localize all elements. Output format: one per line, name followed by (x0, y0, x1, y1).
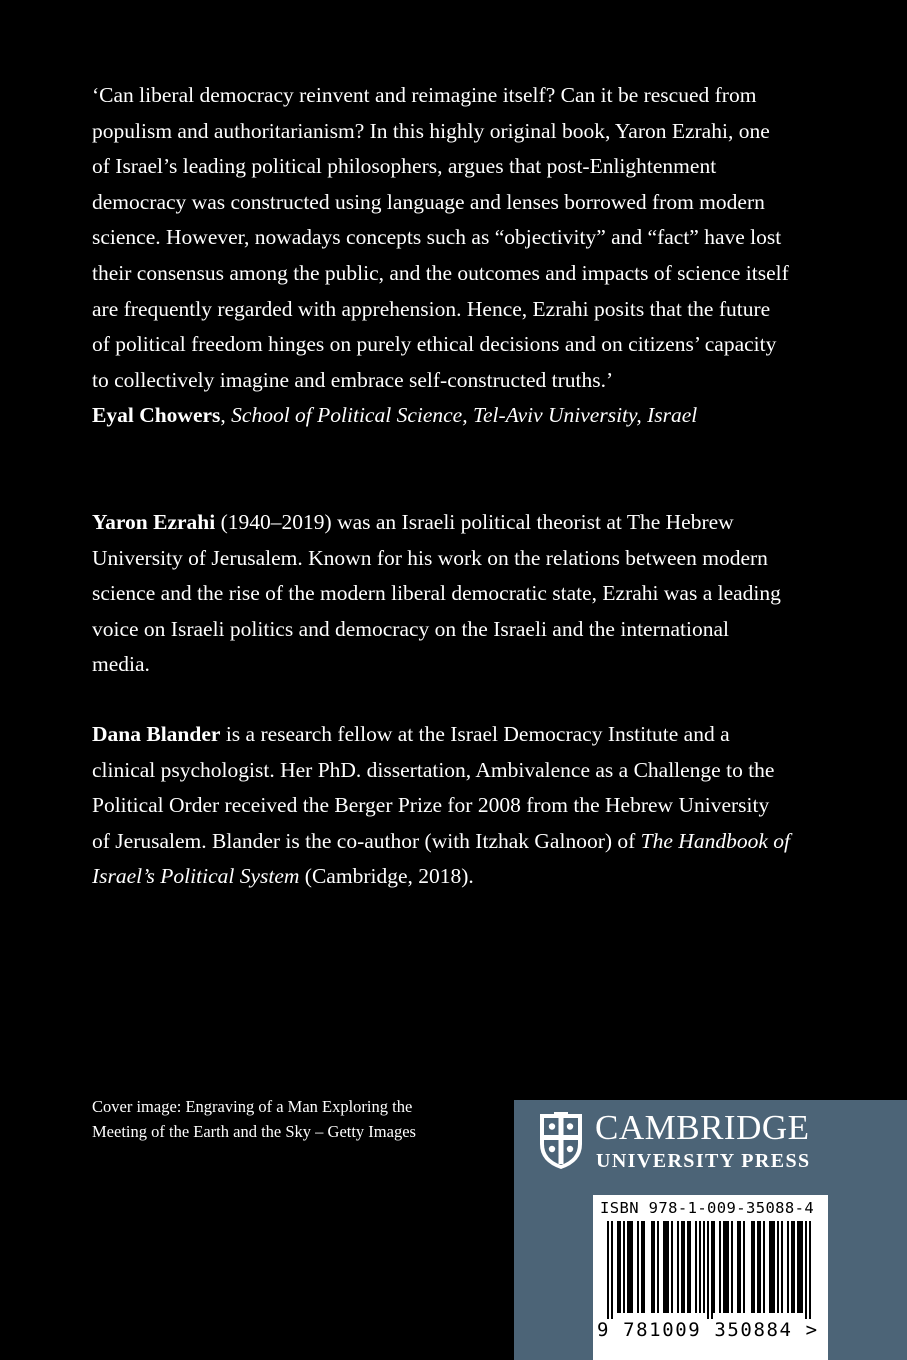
credit-line-2: Meeting of the Earth and the Sky – Getty Images (92, 1121, 416, 1141)
barcode-bar (723, 1221, 725, 1313)
barcode-bar (699, 1221, 701, 1313)
barcode-bar (727, 1221, 729, 1313)
barcode-bar (665, 1221, 667, 1313)
barcode-bar (809, 1221, 811, 1319)
barcode-bar (777, 1221, 779, 1313)
author-bio-text: (1940–2019) was an Israeli political theorist at The Hebrew University of Jerusalem. Known for his work on the relations between modern science and the rise of the modern liberal democratic state, Ezrahi was a leading voice on Israeli politics and democracy on the Israeli and the international media. (92, 510, 781, 677)
isbn-label: ISBN 978-1-009-35088-4 (600, 1199, 815, 1217)
barcode-bar (643, 1221, 645, 1313)
barcode-bar (713, 1221, 715, 1313)
credit-line-1: Cover image: Engraving of a Man Exploring the (92, 1097, 413, 1116)
barcode-bar (725, 1221, 727, 1313)
barcode-bar (719, 1221, 721, 1313)
editor-name: Dana Blander (92, 722, 221, 746)
barcode-bar (773, 1221, 775, 1313)
barcode-digits: 9 781009 350884 > (597, 1319, 819, 1341)
publisher-subtitle: UNIVERSITY PRESS (596, 1150, 811, 1172)
editor-bio-text: is a research fellow at the Israel Democracy Institute and a clinical psychologist. Her PhD. dissertation, Ambivalence as a Challenge to the Political Order received the Berger Prize for 2008 from the Hebrew University of Jerusalem. Blander is the co-author (with Itzhak Galnoor) of (92, 722, 775, 853)
barcode-bar (739, 1221, 741, 1313)
barcode-bar (683, 1221, 685, 1313)
barcode-bar (793, 1221, 795, 1313)
barcode-bar (743, 1221, 745, 1313)
barcode-bar (799, 1221, 801, 1313)
barcode-bar (687, 1221, 689, 1313)
barcode-bar (759, 1221, 761, 1313)
barcode-bar (797, 1221, 799, 1313)
barcode-bar (653, 1221, 655, 1313)
barcode-bar (631, 1221, 633, 1313)
barcode-bar (607, 1221, 609, 1319)
barcode-bar (763, 1221, 765, 1313)
barcode-bar (737, 1221, 739, 1313)
barcode-bar (801, 1221, 803, 1313)
barcode-bar (651, 1221, 653, 1313)
publisher-name: CAMBRIDGE (595, 1108, 810, 1147)
author-bio (92, 505, 792, 683)
barcode-bar (677, 1221, 679, 1313)
endorser-name: Eyal Chowers (92, 403, 221, 428)
barcode-bars (593, 1221, 828, 1321)
barcode-bar (707, 1221, 709, 1319)
barcode-bar (663, 1221, 665, 1313)
barcode-bar (657, 1221, 659, 1313)
endorser-line (92, 398, 792, 434)
barcode-bar (711, 1221, 713, 1319)
barcode-bar (671, 1221, 673, 1313)
barcode-bar (617, 1221, 619, 1313)
endorsement-block (92, 78, 792, 434)
barcode-bar (667, 1221, 669, 1313)
author-name: Yaron Ezrahi (92, 510, 216, 534)
university-crest-icon (537, 1111, 585, 1171)
barcode-bar (787, 1221, 789, 1313)
endorser-affiliation: School of Political Science, Tel-Aviv University, Israel (231, 403, 698, 428)
barcode-bar (689, 1221, 691, 1313)
barcode-bar (753, 1221, 755, 1313)
barcode-bar (681, 1221, 683, 1313)
cover-image-credit (92, 1095, 492, 1144)
editor-bio (92, 717, 792, 895)
barcode-bar (619, 1221, 621, 1313)
barcode-bar (791, 1221, 793, 1313)
barcode-bar (627, 1221, 629, 1313)
book-title: The Handbook of Israel’s Political System (92, 828, 790, 889)
barcode-bar (771, 1221, 773, 1313)
endorsement-quote: ‘Can liberal democracy reinvent and reimagine itself? Can it be rescued from populism and authoritarianism? In this highly original book, Yaron Ezrahi, one of Israel’s leading political philosophers, argues that post-Enlightenment democracy was constructed using language and lenses borrowed from modern science. However, nowadays concepts such as “objectivity” and “fact” have lost their consensus among the public, and the outcomes and impacts of science itself are frequently regarded with apprehension. Hence, Ezrahi posits that the future of political freedom hinges on purely ethical decisions and on citizens’ capacity to collectively imagine and embrace self-constructed truths.’ (92, 83, 789, 392)
barcode-bar (731, 1221, 733, 1313)
barcode-bar (641, 1221, 643, 1313)
book-note: (Cambridge, 2018). (299, 864, 474, 889)
barcode-bar (781, 1221, 783, 1313)
isbn-barcode (593, 1195, 828, 1360)
publisher-panel (514, 1100, 907, 1360)
barcode-bar (611, 1221, 613, 1319)
barcode-bar (623, 1221, 625, 1313)
barcode-bar (751, 1221, 753, 1313)
barcode-bar (757, 1221, 759, 1313)
barcode-bar (695, 1221, 697, 1313)
endorser-separator: , (220, 403, 232, 428)
barcode-bar (769, 1221, 771, 1313)
barcode-bar (805, 1221, 807, 1319)
barcode-bar (703, 1221, 705, 1313)
barcode-bar (637, 1221, 639, 1313)
barcode-bar (629, 1221, 631, 1313)
